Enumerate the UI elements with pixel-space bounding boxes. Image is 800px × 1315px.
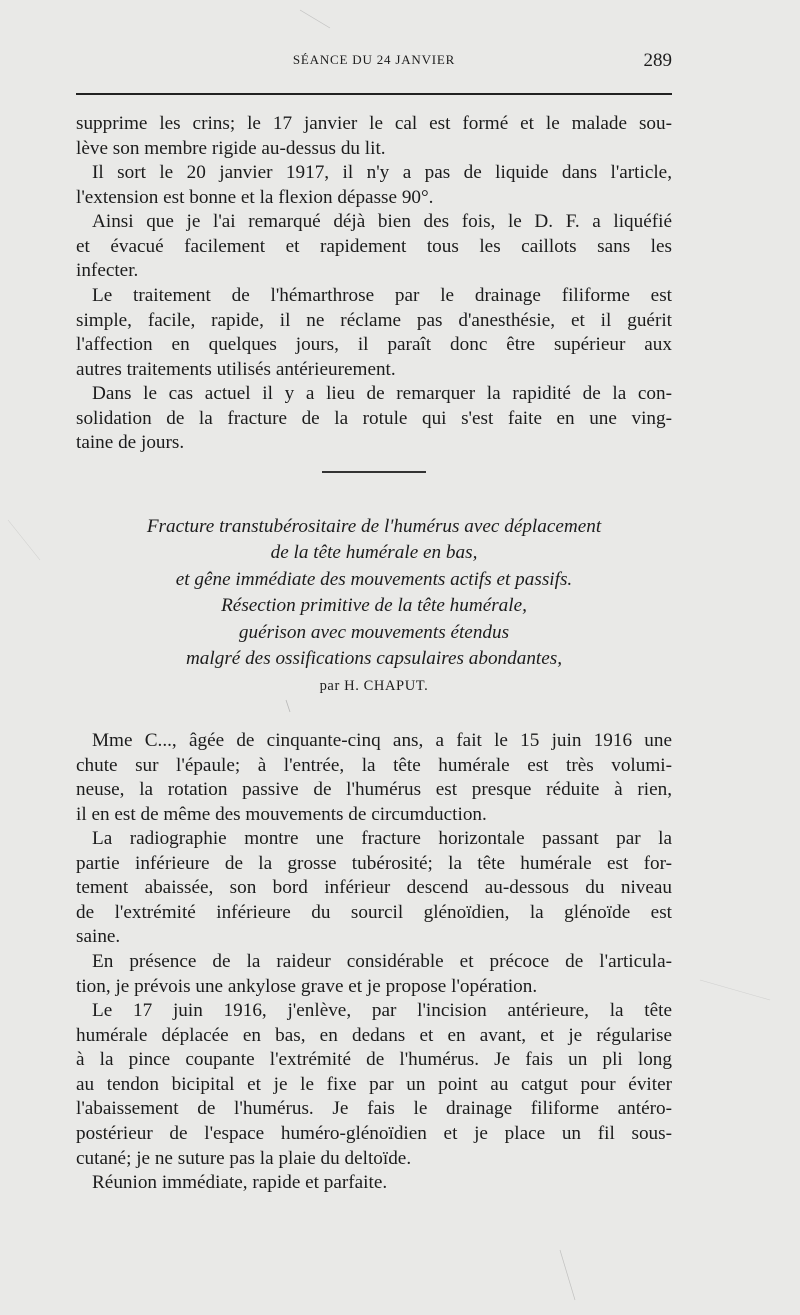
header-rule bbox=[76, 93, 672, 95]
text-line: partie inférieure de la grosse tubérosité; la tête humérale est for- bbox=[76, 852, 672, 874]
text-line: et évacué facilement et rapidement tous les caillots sans les bbox=[76, 235, 672, 257]
title-line: de la tête humérale en bas, bbox=[270, 542, 478, 564]
text-line: solidation de la fracture de la rotule qui s'est faite en une ving- bbox=[76, 407, 672, 429]
text-line: simple, facile, rapide, il ne réclame pas d'anesthésie, et il guérit bbox=[76, 309, 672, 331]
title-line: Résection primitive de la tête humérale, bbox=[221, 595, 527, 617]
text-line: tement abaissée, son bord inférieur descend au-dessous du niveau bbox=[76, 877, 672, 899]
paragraph-6 bbox=[76, 729, 672, 827]
paragraph-7 bbox=[76, 827, 672, 950]
text-line: Il sort le 20 janvier 1917, il n'y a pas de liquide dans l'article, bbox=[92, 162, 672, 183]
text-line: l'affection en quelques jours, il paraît donc être supérieur aux bbox=[76, 334, 672, 356]
page-header bbox=[76, 52, 672, 76]
text-line: au tendon bicipital et je le fixe par un point au catgut pour éviter bbox=[76, 1073, 672, 1095]
text-line: saine. bbox=[76, 926, 121, 948]
text-line: Mme C..., âgée de cinquante-cinq ans, a fait le 15 juin 1916 une bbox=[92, 730, 672, 751]
text-line: En présence de la raideur considérable et précoce de l'articula- bbox=[92, 951, 672, 972]
text-line: cutané; je ne suture pas la plaie du deltoïde. bbox=[76, 1147, 412, 1169]
text-line: Dans le cas actuel il y a lieu de remarquer la rapidité de la con- bbox=[92, 383, 672, 404]
text-line: humérale déplacée en bas, en dedans et en avant, et je régularise bbox=[76, 1024, 672, 1046]
title-line: Fracture transtubérositaire de l'humérus avec déplacement bbox=[146, 516, 602, 537]
text-line: l'abaissement de l'humérus. Je fais le drainage filiforme antéro- bbox=[76, 1098, 672, 1120]
paragraph-2 bbox=[76, 161, 672, 210]
author-byline: par H. CHAPUT. bbox=[319, 678, 429, 694]
text-line: tion, je prévois une ankylose grave et je propose l'opération. bbox=[76, 975, 538, 997]
text-line: de l'extrémité inférieure du sourcil glénoïdien, la glénoïde est bbox=[76, 901, 672, 923]
paragraph-4 bbox=[76, 284, 672, 382]
text-line: l'extension est bonne et la flexion dépasse 90°. bbox=[76, 186, 434, 208]
text-line: autres traitements utilisés antérieurement. bbox=[76, 358, 396, 380]
text-line: Ainsi que je l'ai remarqué déjà bien des fois, le D. F. a liquéfié bbox=[92, 211, 672, 232]
text-line: taine de jours. bbox=[76, 432, 185, 454]
text-line: à la pince coupante l'extrémité de l'humérus. Je fais un pli long bbox=[76, 1049, 672, 1071]
article-title bbox=[76, 514, 672, 672]
section-separator bbox=[322, 471, 426, 473]
paragraph-5 bbox=[76, 382, 672, 456]
text-line: Le traitement de l'hémarthrose par le drainage filiforme est bbox=[92, 285, 672, 306]
paragraph-1 bbox=[76, 112, 672, 161]
paragraph-3 bbox=[76, 210, 672, 284]
text-line: chute sur l'épaule; à l'entrée, la tête humérale est très volumi- bbox=[76, 754, 672, 776]
paragraph-9 bbox=[76, 999, 672, 1171]
title-line: et gêne immédiate des mouvements actifs et passifs. bbox=[175, 568, 573, 590]
running-head: SÉANCE DU 24 JANVIER bbox=[292, 52, 456, 67]
text-line: supprime les crins; le 17 janvier le cal est formé et le malade sou- bbox=[76, 113, 672, 134]
text-line: Réunion immédiate, rapide et parfaite. bbox=[92, 1172, 388, 1193]
page-number: 289 bbox=[643, 50, 672, 71]
paragraph-8 bbox=[76, 950, 672, 999]
text-line: il en est de même des mouvements de circumduction. bbox=[76, 803, 487, 825]
text-line: Le 17 juin 1916, j'enlève, par l'incision antérieure, la tête bbox=[92, 1000, 672, 1021]
text-line: postérieur de l'espace huméro-glénoïdien et je place un fil sous- bbox=[76, 1122, 672, 1144]
text-line: La radiographie montre une fracture horizontale passant par la bbox=[92, 828, 672, 849]
text-line: infecter. bbox=[76, 260, 139, 282]
text-line: lève son membre rigide au-dessus du lit. bbox=[76, 137, 386, 159]
title-line: guérison avec mouvements étendus bbox=[238, 621, 510, 643]
title-line: malgré des ossifications capsulaires abondantes, bbox=[185, 648, 563, 670]
paragraph-10 bbox=[76, 1171, 672, 1196]
text-line: neuse, la rotation passive de l'humérus est presque réduite à rien, bbox=[76, 779, 672, 801]
